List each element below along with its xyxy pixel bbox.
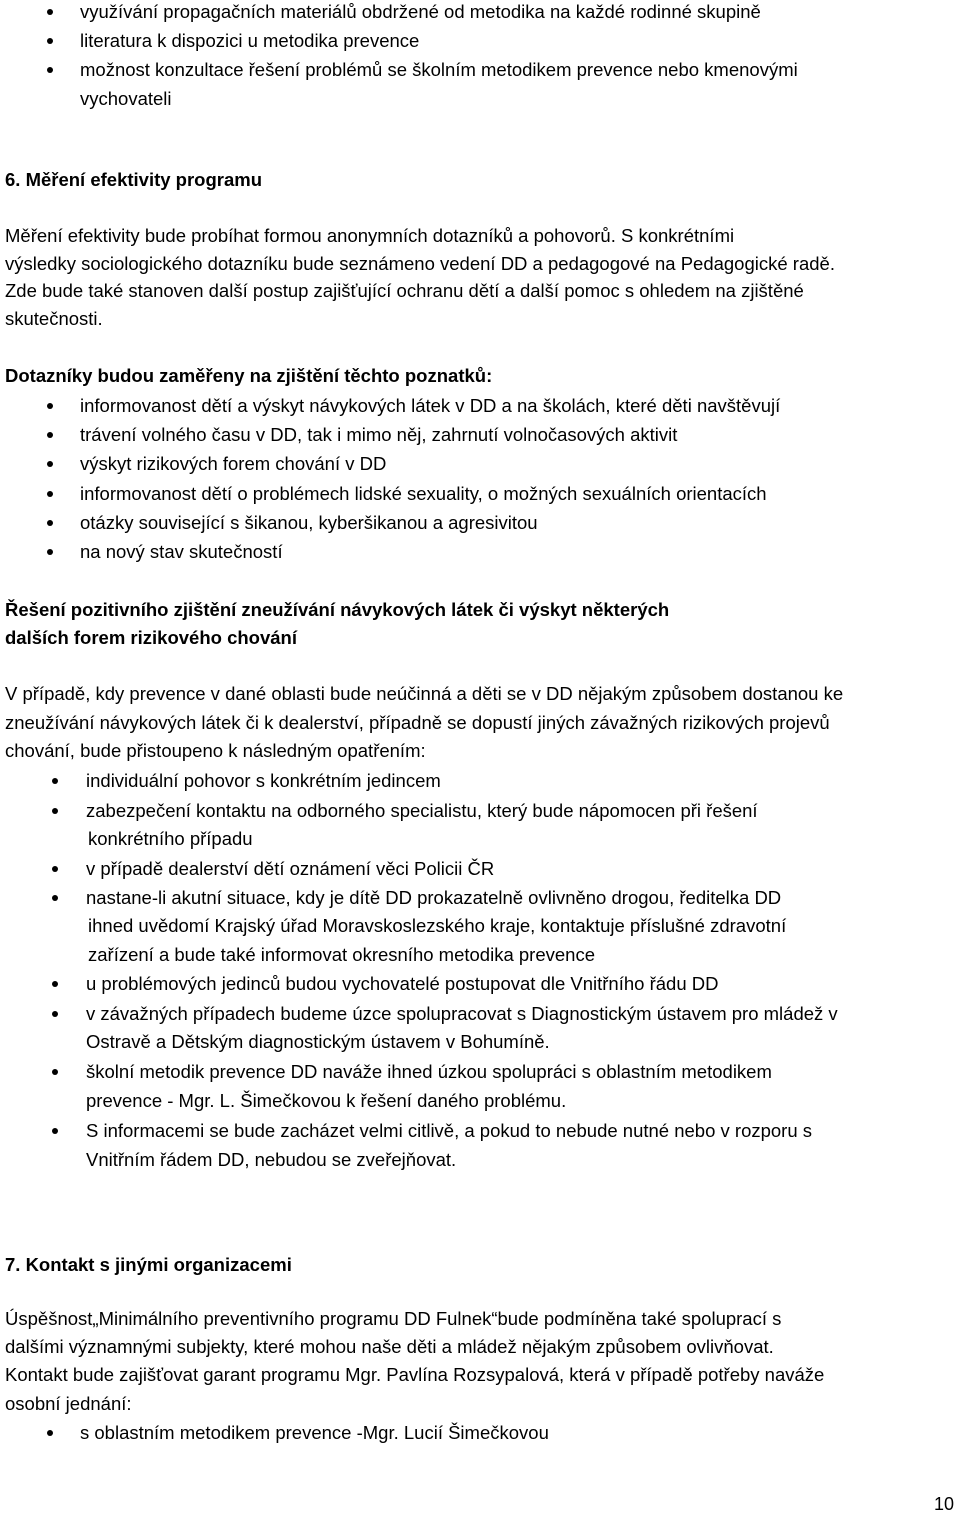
paragraph-line: dalšími významnými subjekty, které mohou naše děti a mládež nějakým způsobem ovlivňovat. xyxy=(5,1336,774,1357)
list-item: informovanost dětí o problémech lidské sexuality, o možných sexuálních orientacích xyxy=(80,483,767,504)
list-item: s oblastním metodikem prevence -Mgr. Lucií Šimečkovou xyxy=(80,1422,549,1443)
bullet-icon xyxy=(47,9,53,15)
list-item: výskyt rizikových forem chování v DD xyxy=(80,453,387,474)
paragraph-line: Kontakt bude zajišťovat garant programu Mgr. Pavlína Rozsypalová, která v případě potřeby naváže xyxy=(5,1364,825,1385)
bullet-icon xyxy=(52,778,58,784)
list-item: individuální pohovor s konkrétním jedincem xyxy=(86,770,441,791)
bullet-icon xyxy=(47,67,53,73)
bullet-icon xyxy=(52,866,58,872)
list-item-continuation: konkrétního případu xyxy=(88,828,253,849)
list-item: možnost konzultace řešení problémů se školním metodikem prevence nebo kmenovými xyxy=(80,59,798,80)
list-item-continuation: Ostravě a Dětským diagnostickým ústavem v Bohumíně. xyxy=(86,1031,550,1052)
bullet-icon xyxy=(52,808,58,814)
list-item: informovanost dětí a výskyt návykových látek v DD a na školách, které děti navštěvují xyxy=(80,395,781,416)
bullet-icon xyxy=(52,895,58,901)
list-item: u problémových jedinců budou vychovatelé postupovat dle Vnitřního řádu DD xyxy=(86,973,719,994)
page-number: 10 xyxy=(933,1494,954,1514)
paragraph-line: osobní jednání: xyxy=(5,1393,132,1414)
paragraph-line: zneužívání návykových látek či k dealerství, případně se dopustí jiných závažných rizikových projevů xyxy=(5,712,830,733)
list-item: nastane-li akutní situace, kdy je dítě DD prokazatelně ovlivněno drogou, ředitelka DD xyxy=(86,887,782,908)
list-item: zabezpečení kontaktu na odborného specialistu, který bude nápomocen při řešení xyxy=(86,800,758,821)
list-item-continuation: vychovateli xyxy=(80,88,172,109)
paragraph-line: skutečnosti. xyxy=(5,308,103,329)
list-item-continuation: zařízení a bude také informovat okresního metodika prevence xyxy=(88,944,595,965)
bullet-icon xyxy=(47,38,53,44)
list-item: v závažných případech budeme úzce spolupracovat s Diagnostickým ústavem pro mládež v xyxy=(86,1003,838,1024)
solution-heading-continuation: dalších forem rizikového chování xyxy=(5,627,297,648)
bullet-icon xyxy=(47,1430,53,1436)
bullet-icon xyxy=(47,432,53,438)
paragraph-line: výsledky sociologického dotazníku bude seznámeno vedení DD a pedagogové na Pedagogické radě. xyxy=(5,253,835,274)
bullet-icon xyxy=(47,461,53,467)
list-item: trávení volného času v DD, tak i mimo něj, zahrnutí volnočasových aktivit xyxy=(80,424,678,445)
bullet-icon xyxy=(47,491,53,497)
list-item: S informacemi se bude zacházet velmi citlivě, a pokud to nebude nutné nebo v rozporu s xyxy=(86,1120,813,1141)
list-item: využívání propagačních materiálů obdržené od metodika na každé rodinné skupině xyxy=(80,1,761,22)
section-heading: 7. Kontakt s jinými organizacemi xyxy=(5,1254,292,1275)
list-item: literatura k dispozici u metodika prevence xyxy=(80,30,420,51)
list-item: v případě dealerství dětí oznámení věci Policii ČR xyxy=(86,858,495,879)
list-item-continuation: Vnitřním řádem DD, nebudou se zveřejňovat. xyxy=(86,1149,457,1170)
paragraph-line: V případě, kdy prevence v dané oblasti bude neúčinná a děti se v DD nějakým způsobem dostanou ke xyxy=(5,683,844,704)
list-item: na nový stav skutečností xyxy=(80,541,283,562)
bullet-icon xyxy=(52,981,58,987)
bullet-icon xyxy=(52,1069,58,1075)
bullet-icon xyxy=(47,520,53,526)
bullet-icon xyxy=(52,1011,58,1017)
list-item: školní metodik prevence DD naváže ihned úzkou spolupráci s oblastním metodikem xyxy=(86,1061,772,1082)
list-item: otázky související s šikanou, kyberšikanou a agresivitou xyxy=(80,512,538,533)
section-heading: 6. Měření efektivity programu xyxy=(5,169,263,190)
list-item-continuation: ihned uvědomí Krajský úřad Moravskoslezského kraje, kontaktuje příslušné zdravotní xyxy=(88,915,787,936)
bullet-icon xyxy=(47,549,53,555)
paragraph-line: Měření efektivity bude probíhat formou anonymních dotazníků a pohovorů. S konkrétními xyxy=(5,225,735,246)
bullet-icon xyxy=(52,1128,58,1134)
paragraph-line: chování, bude přistoupeno k následným opatřením: xyxy=(5,740,426,761)
list-item-continuation: prevence - Mgr. L. Šimečkovou k řešení daného problému. xyxy=(86,1090,567,1111)
solution-heading: Řešení pozitivního zjištění zneužívání návykových látek či výskyt některých xyxy=(5,599,670,620)
paragraph-line: Zde bude také stanoven další postup zajišťující ochranu dětí a další pomoc s ohledem na zjištěné xyxy=(5,280,804,301)
subheading: Dotazníky budou zaměřeny na zjištění těchto poznatků: xyxy=(5,365,493,386)
paragraph-line: Úspěšnost„Minimálního preventivního programu DD Fulnek“bude podmíněna také spoluprací s xyxy=(5,1308,782,1329)
bullet-icon xyxy=(47,403,53,409)
